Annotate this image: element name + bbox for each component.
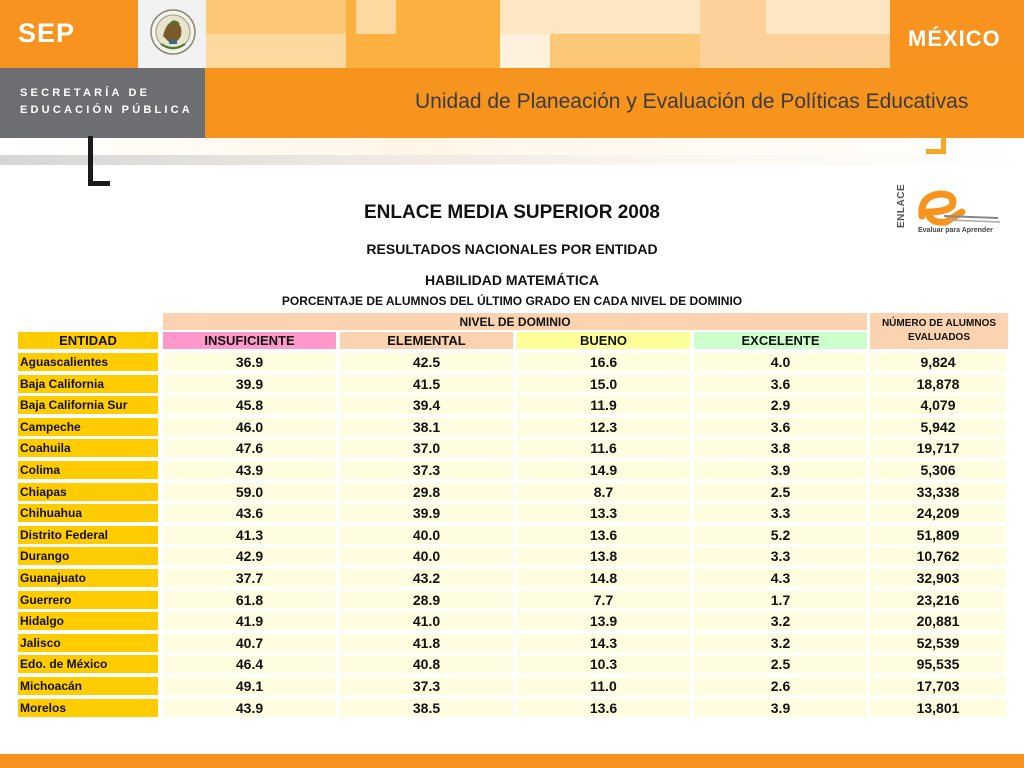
nivel-de-dominio-header: NIVEL DE DOMINIO xyxy=(163,313,867,330)
cell-bueno: 16.6 xyxy=(517,353,690,371)
cell-insuficiente: 45.8 xyxy=(163,396,336,414)
cell-elemental: 29.8 xyxy=(340,483,513,501)
cell-alumnos: 5,942 xyxy=(870,418,1006,436)
cell-entidad: Hidalgo xyxy=(18,612,158,630)
cell-excelente: 2.9 xyxy=(694,396,867,414)
cell-insuficiente: 47.6 xyxy=(163,439,336,457)
cell-insuficiente: 59.0 xyxy=(163,483,336,501)
cell-alumnos: 5,306 xyxy=(870,461,1006,479)
cell-excelente: 1.7 xyxy=(694,591,867,609)
cell-insuficiente: 36.9 xyxy=(163,353,336,371)
cell-elemental: 38.1 xyxy=(340,418,513,436)
cell-entidad: Colima xyxy=(18,461,158,479)
cell-excelente: 3.2 xyxy=(694,612,867,630)
cell-bueno: 13.6 xyxy=(517,699,690,717)
cell-elemental: 42.5 xyxy=(340,353,513,371)
cell-alumnos: 19,717 xyxy=(870,439,1006,457)
enlace-tagline: Evaluar para Aprender xyxy=(918,227,993,234)
cell-entidad: Jalisco xyxy=(18,634,158,652)
cell-alumnos: 23,216 xyxy=(870,591,1006,609)
cell-elemental: 37.3 xyxy=(340,677,513,695)
sep-logo[interactable]: SEP xyxy=(18,18,76,48)
cell-bueno: 10.3 xyxy=(517,655,690,673)
cell-elemental: 41.5 xyxy=(340,375,513,393)
cell-excelente: 3.6 xyxy=(694,375,867,393)
secretaria-line-1: SECRETARÍA DE xyxy=(20,87,151,99)
cell-entidad: Baja California xyxy=(18,375,158,393)
right-bracket-decoration xyxy=(926,136,946,154)
cell-bueno: 11.9 xyxy=(517,396,690,414)
cell-alumnos: 4,079 xyxy=(870,396,1006,414)
cell-elemental: 43.2 xyxy=(340,569,513,587)
column-header-insuficiente: INSUFICIENTE xyxy=(163,332,336,349)
cell-entidad: Distrito Federal xyxy=(18,526,158,544)
cell-entidad: Michoacán xyxy=(18,677,158,695)
cell-entidad: Coahuila xyxy=(18,439,158,457)
cell-insuficiente: 49.1 xyxy=(163,677,336,695)
cell-elemental: 39.4 xyxy=(340,396,513,414)
footer-bar xyxy=(0,754,1024,768)
cell-alumnos: 18,878 xyxy=(870,375,1006,393)
cell-entidad: Guanajuato xyxy=(18,569,158,587)
cell-alumnos: 32,903 xyxy=(870,569,1006,587)
cell-elemental: 40.0 xyxy=(340,547,513,565)
cell-excelente: 4.0 xyxy=(694,353,867,371)
cell-bueno: 11.0 xyxy=(517,677,690,695)
mexico-logo[interactable]: MÉXICO xyxy=(908,26,1001,51)
cell-excelente: 3.3 xyxy=(694,547,867,565)
cell-insuficiente: 43.6 xyxy=(163,504,336,522)
cell-alumnos: 17,703 xyxy=(870,677,1006,695)
cell-excelente: 3.9 xyxy=(694,699,867,717)
cell-bueno: 13.3 xyxy=(517,504,690,522)
cell-elemental: 37.0 xyxy=(340,439,513,457)
cell-alumnos: 52,539 xyxy=(870,634,1006,652)
coat-of-arms-icon xyxy=(149,6,197,62)
cell-elemental: 41.0 xyxy=(340,612,513,630)
cell-bueno: 12.3 xyxy=(517,418,690,436)
cell-excelente: 2.5 xyxy=(694,483,867,501)
cell-alumnos: 10,762 xyxy=(870,547,1006,565)
cell-insuficiente: 43.9 xyxy=(163,461,336,479)
main-title: ENLACE MEDIA SUPERIOR 2008 xyxy=(364,202,660,223)
cell-excelente: 3.9 xyxy=(694,461,867,479)
cell-elemental: 38.5 xyxy=(340,699,513,717)
cell-insuficiente: 46.4 xyxy=(163,655,336,673)
cell-insuficiente: 42.9 xyxy=(163,547,336,565)
cell-excelente: 5.2 xyxy=(694,526,867,544)
cell-alumnos: 20,881 xyxy=(870,612,1006,630)
table-caption: PORCENTAJE DE ALUMNOS DEL ÚLTIMO GRADO EN CADA NIVEL DE DOMINIO xyxy=(281,294,743,308)
cell-entidad: Morelos xyxy=(18,699,158,717)
cell-alumnos: 9,824 xyxy=(870,353,1006,371)
cell-bueno: 13.9 xyxy=(517,612,690,630)
column-header-elemental: ELEMENTAL xyxy=(340,332,513,349)
cell-insuficiente: 41.3 xyxy=(163,526,336,544)
cell-entidad: Durango xyxy=(18,547,158,565)
cell-excelente: 2.6 xyxy=(694,677,867,695)
column-header-bueno: BUENO xyxy=(517,332,690,349)
header-divider xyxy=(0,155,1024,165)
cell-insuficiente: 43.9 xyxy=(163,699,336,717)
cell-bueno: 13.6 xyxy=(517,526,690,544)
cell-bueno: 7.7 xyxy=(517,591,690,609)
column-header-excelente: EXCELENTE xyxy=(694,332,867,349)
cell-excelente: 4.3 xyxy=(694,569,867,587)
subtitle: RESULTADOS NACIONALES POR ENTIDAD xyxy=(366,241,658,257)
cell-excelente: 3.2 xyxy=(694,634,867,652)
cell-excelente: 3.3 xyxy=(694,504,867,522)
cell-bueno: 15.0 xyxy=(517,375,690,393)
cell-alumnos: 13,801 xyxy=(870,699,1006,717)
cell-entidad: Chiapas xyxy=(18,483,158,501)
cell-entidad: Guerrero xyxy=(18,591,158,609)
cell-entidad: Baja California Sur xyxy=(18,396,158,414)
column-header-entidad: ENTIDAD xyxy=(18,332,158,349)
cell-elemental: 41.8 xyxy=(340,634,513,652)
cell-alumnos: 24,209 xyxy=(870,504,1006,522)
cell-excelente: 2.5 xyxy=(694,655,867,673)
numero-alumnos-header: NÚMERO DE ALUMNOS EVALUADOS xyxy=(870,313,1008,349)
cell-bueno: 14.9 xyxy=(517,461,690,479)
cell-insuficiente: 41.9 xyxy=(163,612,336,630)
secretaria-line-2: EDUCACIÓN PÚBLICA xyxy=(20,104,193,116)
cell-entidad: Aguascalientes xyxy=(18,353,158,371)
cell-insuficiente: 46.0 xyxy=(163,418,336,436)
cell-alumnos: 95,535 xyxy=(870,655,1006,673)
cell-elemental: 28.9 xyxy=(340,591,513,609)
cell-elemental: 37.3 xyxy=(340,461,513,479)
left-bracket-decoration xyxy=(88,136,110,186)
cell-bueno: 11.6 xyxy=(517,439,690,457)
cell-insuficiente: 40.7 xyxy=(163,634,336,652)
cell-entidad: Campeche xyxy=(18,418,158,436)
cell-bueno: 14.8 xyxy=(517,569,690,587)
unit-title: Unidad de Planeación y Evaluación de Políticas Educativas xyxy=(415,90,969,113)
enlace-vertical-label: ENLACE xyxy=(896,183,907,228)
cell-elemental: 40.0 xyxy=(340,526,513,544)
cell-bueno: 13.8 xyxy=(517,547,690,565)
cell-insuficiente: 37.7 xyxy=(163,569,336,587)
cell-alumnos: 33,338 xyxy=(870,483,1006,501)
cell-bueno: 14.3 xyxy=(517,634,690,652)
cell-entidad: Chihuahua xyxy=(18,504,158,522)
header-mosaic xyxy=(206,0,890,68)
secretaria-box xyxy=(0,68,205,138)
cell-excelente: 3.6 xyxy=(694,418,867,436)
cell-elemental: 39.9 xyxy=(340,504,513,522)
cell-bueno: 8.7 xyxy=(517,483,690,501)
cell-insuficiente: 39.9 xyxy=(163,375,336,393)
cell-elemental: 40.8 xyxy=(340,655,513,673)
cell-entidad: Edo. de México xyxy=(18,655,158,673)
subject-title: HABILIDAD MATEMÁTICA xyxy=(425,272,599,288)
cell-insuficiente: 61.8 xyxy=(163,591,336,609)
cell-alumnos: 51,809 xyxy=(870,526,1006,544)
cell-excelente: 3.8 xyxy=(694,439,867,457)
